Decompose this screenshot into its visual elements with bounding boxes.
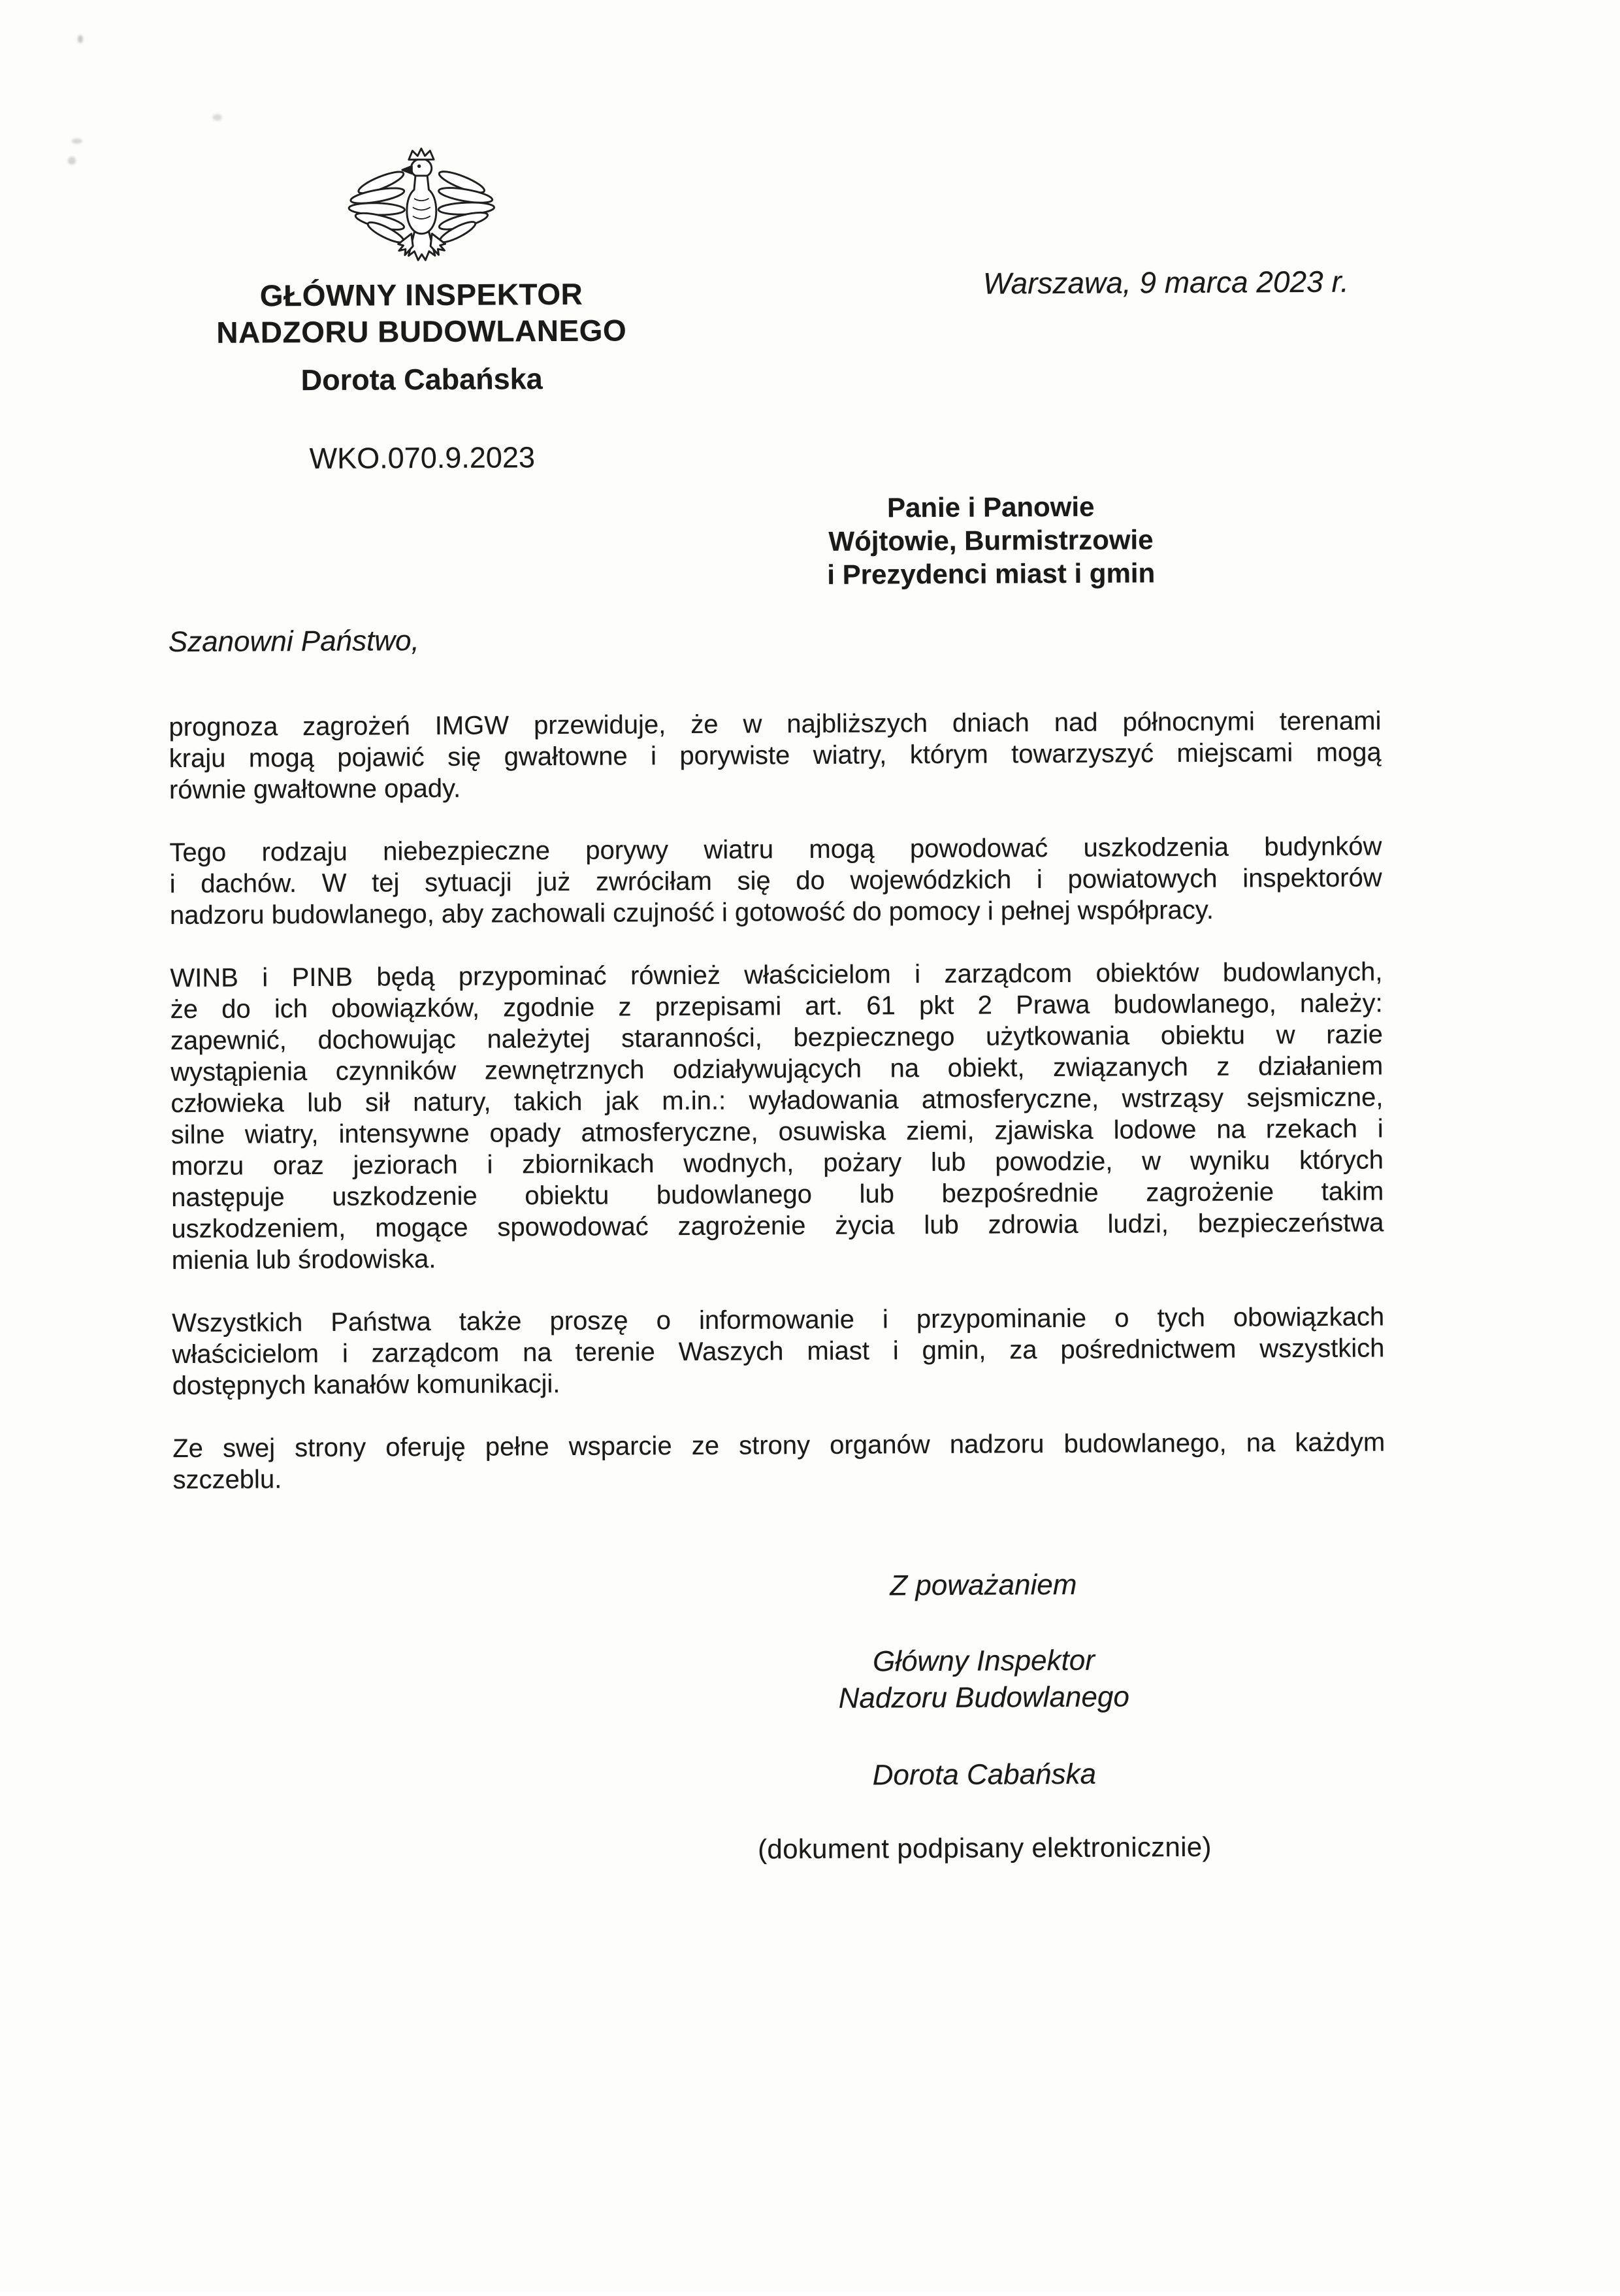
paragraph	[169, 830, 1382, 931]
body-line: wystąpienia czynników zewnętrznych odziaływujących na obiekt, związanych z działaniem	[170, 1051, 1384, 1087]
body-line: nadzoru budowlanego, aby zachowali czujność i gotowość do pomocy i pełnej współpracy.	[169, 895, 1214, 930]
scan-artifact	[78, 35, 83, 43]
eye	[417, 165, 421, 168]
body-line: Tego rodzaju niebezpieczne porywy wiatru mogą powodować uszkodzenia budynków	[169, 832, 1382, 868]
body-line: Ze swej strony oferuję pełne wsparcie ze strony organów nadzoru budowlanego, na każdym	[172, 1428, 1385, 1464]
body-line: dostępnych kanałów komunikacji.	[172, 1369, 560, 1401]
body-line: silne wiatry, intensywne opady atmosferyczne, osuwiska ziemi, zjawiska lodowe na rzekach i	[170, 1114, 1384, 1150]
head	[411, 159, 432, 176]
addressee-block	[749, 489, 1233, 592]
body-line: równie gwałtowne opady.	[169, 774, 461, 805]
closing-signatory-name: Dorota Cabańska	[872, 1758, 1097, 1792]
valediction: Z poważaniem	[890, 1568, 1077, 1602]
body-line: i dachów. W tej sytuacji już zwróciłam się do wojewódzkich i powiatowych inspektorów	[169, 863, 1382, 899]
closing-title-line1: Główny Inspektor	[872, 1644, 1095, 1678]
reference-number: WKO.070.9.2023	[309, 440, 536, 476]
closing-block	[696, 1567, 1272, 1867]
electronic-signature-note: (dokument podpisany elektronicznie)	[758, 1831, 1212, 1865]
body-line: WINB i PINB będą przypominać również właścicielom i zarządcom obiektów budowlanych,	[170, 957, 1383, 993]
body-line: szczeblu.	[172, 1465, 282, 1495]
body-line: kraju mogą pojawić się gwałtowne i porywiste wiatry, którym towarzyszyć miejscami mogą	[169, 738, 1382, 774]
scan-artifact	[68, 157, 76, 165]
addressee-line: Panie i Panowie	[886, 491, 1095, 523]
body-line: morzu oraz jeziorach i zbiornikach wodnych, pożary lub powodzie, w wyniku których	[170, 1145, 1384, 1181]
body-line: mienia lub środowiska.	[171, 1245, 436, 1275]
addressee-line: Wójtowie, Burmistrzowie	[828, 524, 1154, 557]
body-line: następuje uszkodzenie obiektu budowlanego lub bezpośrednie zagrożenie takim	[171, 1177, 1384, 1213]
scan-artifact	[213, 114, 222, 121]
letter-body	[169, 619, 1385, 1496]
organization-line2: NADZORU BUDOWLANEGO	[216, 313, 627, 350]
letterhead-signatory-name: Dorota Cabańska	[300, 362, 543, 397]
salutation: Szanowni Państwo,	[168, 625, 419, 659]
body-line: prognoza zagrożeń IMGW przewiduje, że w najbliższych dniach nad północnymi terenami	[169, 706, 1382, 742]
body-line: zapewnić, dochowując należytej staranności, bezpiecznego użytkowania obiektu w razie	[170, 1020, 1384, 1056]
body-line: uszkodzeniem, mogące spowodować zagrożenie życia lub zdrowia ludzi, bezpieczeństwa	[171, 1208, 1384, 1244]
body-line: że do ich obowiązków, zgodnie z przepisami art. 61 pkt 2 Prawa budowlanego, należy:	[170, 989, 1383, 1025]
scan-artifact	[72, 139, 82, 144]
paragraph	[170, 956, 1384, 1276]
dateline: Warszawa, 9 marca 2023 r.	[982, 264, 1349, 301]
body-line: Wszystkich Państwa także proszę o informowanie i przypominanie o tych obowiązkach	[172, 1302, 1385, 1338]
closing-title-line2: Nadzoru Budowlanego	[838, 1681, 1129, 1714]
paragraph	[172, 1301, 1385, 1402]
right-wing	[437, 167, 494, 246]
organization-line1: GŁÓWNY INSPEKTOR	[259, 276, 583, 313]
body-line: człowieka lub sił natury, takich jak m.in.: wyładowania atmosferyczne, wstrząsy sejsmiczne,	[170, 1083, 1384, 1119]
addressee-line: i Prezydenci miast i gmin	[827, 557, 1156, 590]
paragraph	[169, 705, 1382, 806]
paragraph	[172, 1426, 1385, 1496]
polish-eagle-emblem	[347, 147, 496, 267]
organization-name	[180, 275, 664, 351]
crown	[409, 148, 434, 159]
body	[407, 175, 436, 234]
body-line: właścicielom i zarządcom na terenie Waszych miast i gmin, za pośrednictwem wszystkich	[172, 1334, 1385, 1369]
left-wing	[348, 168, 406, 246]
